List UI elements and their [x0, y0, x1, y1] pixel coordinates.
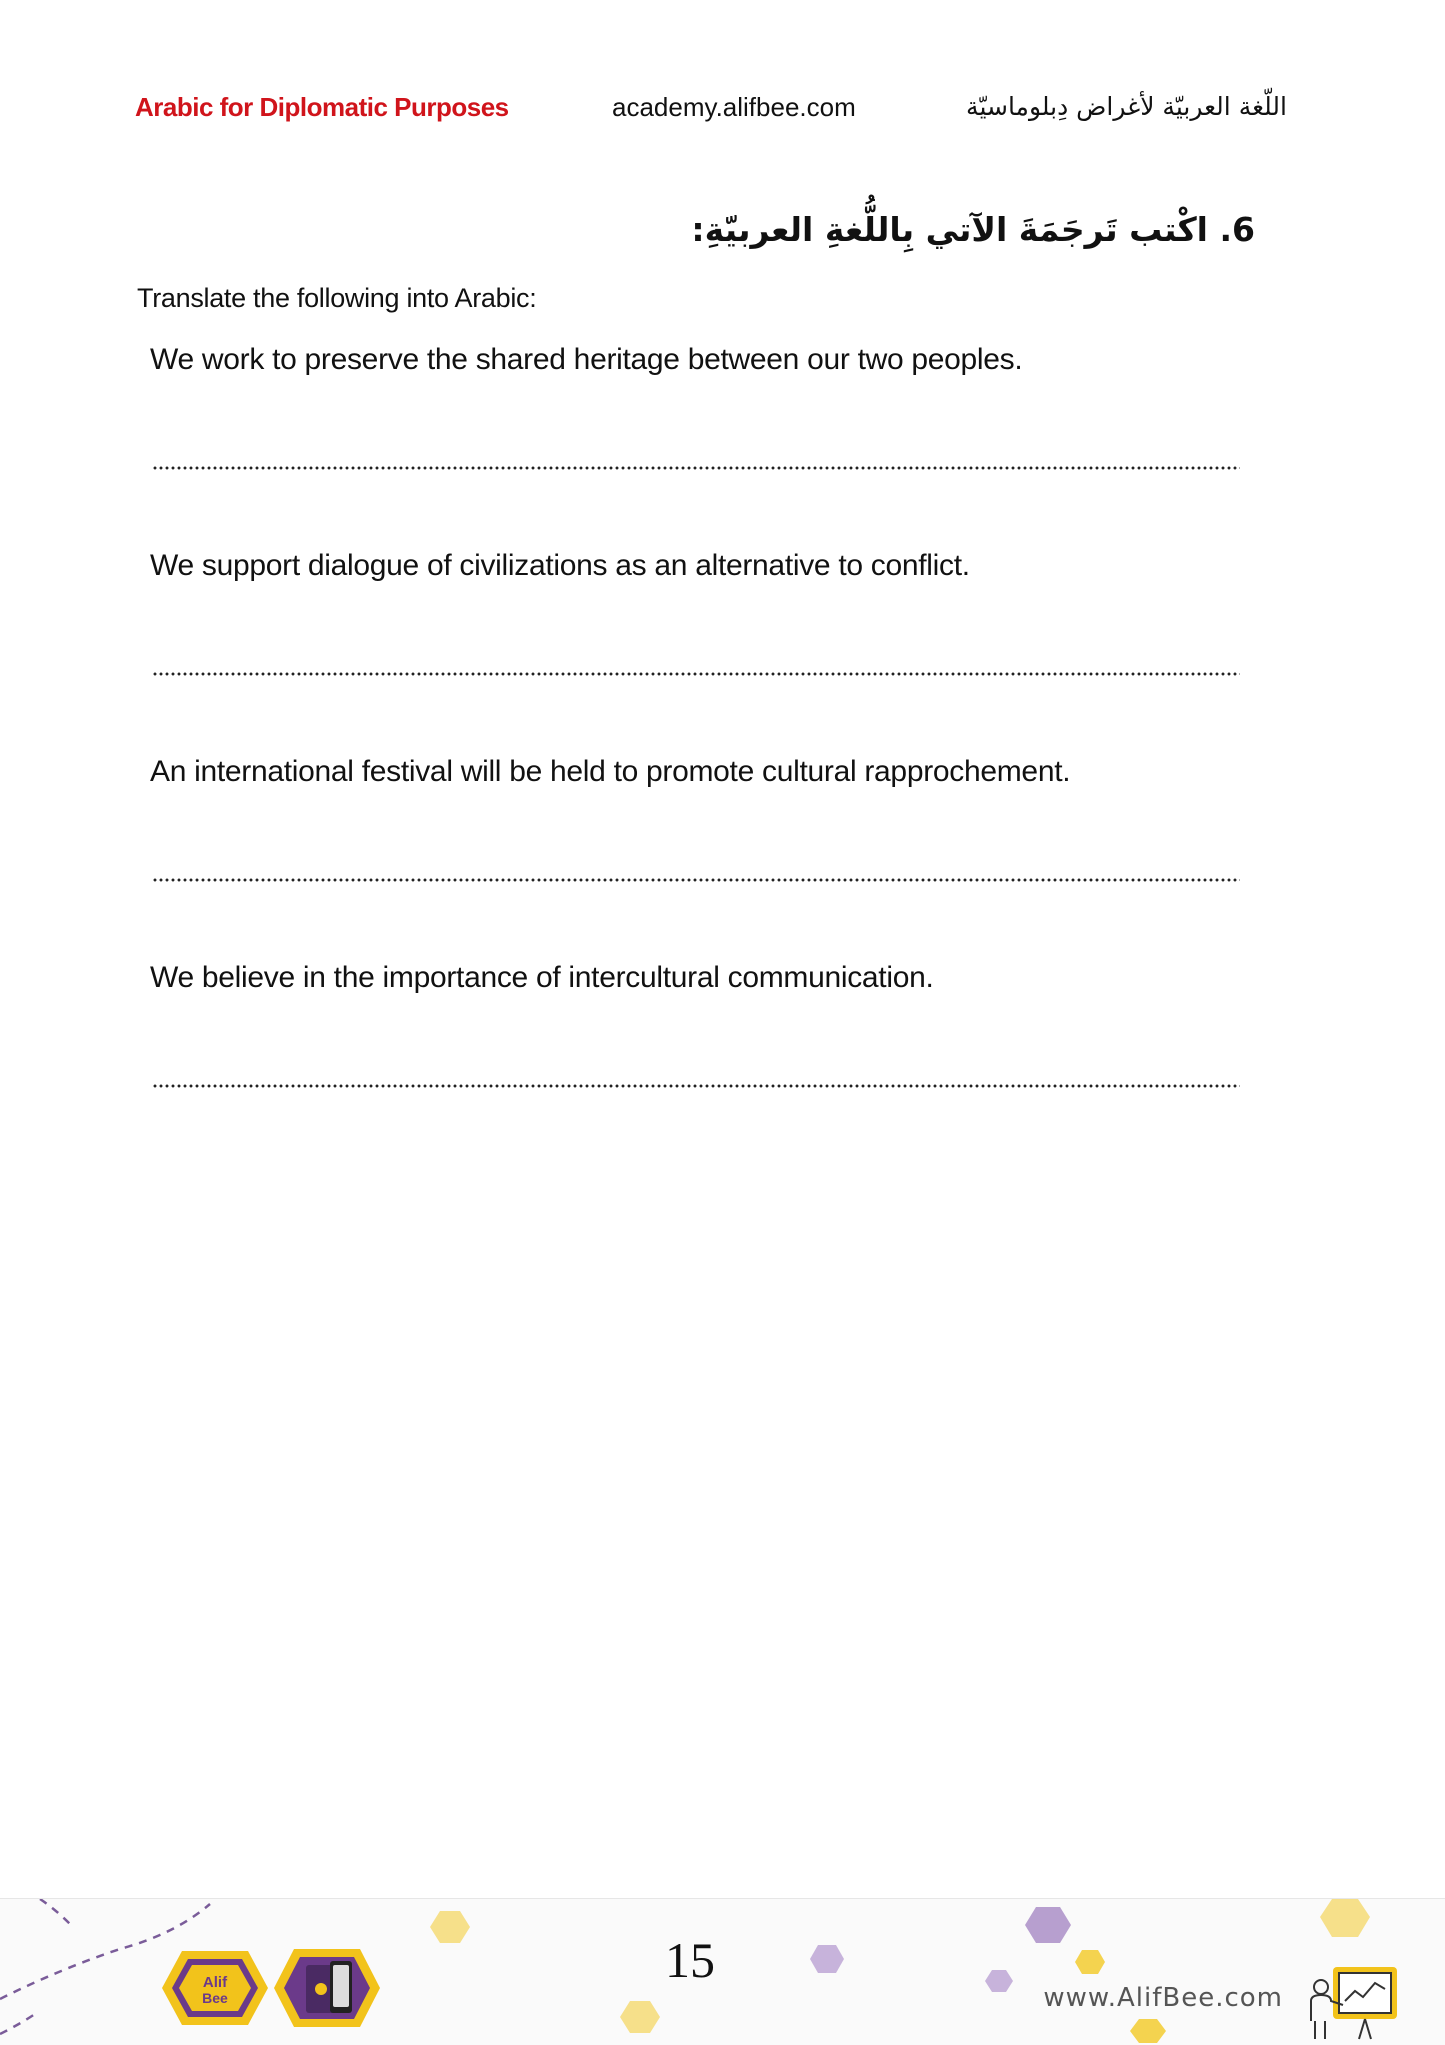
decorative-hexagon: [985, 1969, 1013, 1993]
footer-website[interactable]: www.AlifBee.com: [1043, 1983, 1283, 2013]
logo-text-alif: Alif: [202, 1974, 228, 1991]
item-sentence: An international festival will be held to promote cultural rapprochement.: [150, 755, 1071, 788]
alifbee-logo: [160, 1949, 270, 2027]
answer-line[interactable]: [152, 878, 1240, 882]
decorative-hexagon: [1075, 1949, 1105, 1975]
translation-item: [150, 549, 1240, 583]
decorative-hexagon: [810, 1944, 844, 1974]
page-footer: [0, 1898, 1445, 2045]
answer-line[interactable]: [152, 672, 1240, 676]
decorative-hexagon: [1130, 2017, 1166, 2045]
question-instruction: Translate the following into Arabic:: [137, 283, 537, 313]
translation-item: [150, 755, 1240, 789]
translation-item: [150, 961, 1240, 995]
teacher-board-icon: [1303, 1961, 1403, 2041]
item-sentence: We work to preserve the shared heritage between our two peoples.: [150, 343, 1023, 376]
app-book-icon: [272, 1947, 382, 2029]
header-course-title: Arabic for Diplomatic Purposes: [135, 92, 509, 122]
page-number: 15: [665, 1932, 715, 1988]
decorative-hexagon: [430, 1909, 470, 1945]
decorative-hexagon: [1025, 1905, 1071, 1945]
question-title: 6. اكْتب تَرجَمَةَ الآتي بِاللُّغةِ العربيّةِ:: [691, 210, 1255, 249]
item-sentence: We support dialogue of civilizations as an alternative to conflict.: [150, 549, 970, 582]
answer-line[interactable]: [152, 1084, 1240, 1088]
translation-item: [150, 343, 1240, 377]
decorative-hexagon: [1320, 1899, 1370, 1939]
logo-text-bee: Bee: [202, 1990, 228, 2006]
decorative-hexagon: [620, 1999, 660, 2035]
header-website[interactable]: academy.alifbee.com: [612, 92, 856, 122]
header-arabic-title: اللّغة العربيّة لأغراض دِبلوماسيّة: [966, 92, 1287, 121]
item-sentence: We believe in the importance of intercultural communication.: [150, 961, 934, 994]
answer-line[interactable]: [152, 466, 1240, 470]
